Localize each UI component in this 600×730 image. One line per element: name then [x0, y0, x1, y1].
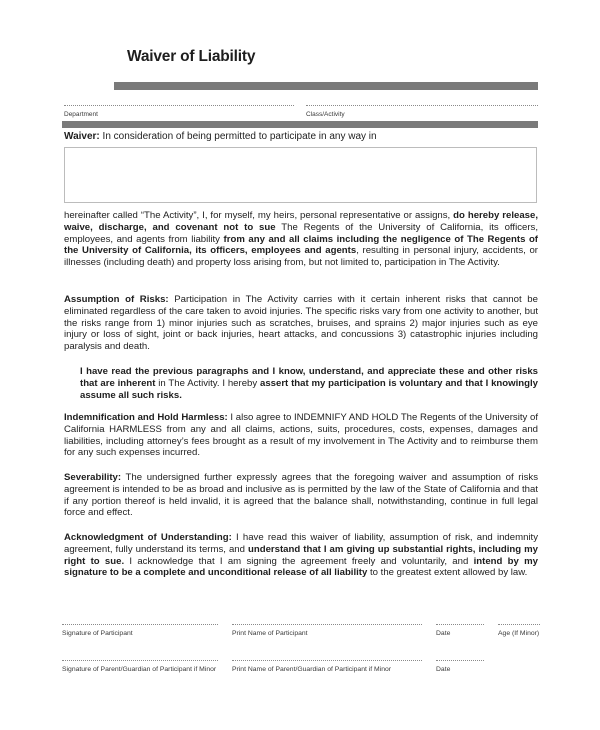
participant-print-name-caption: Print Name of Participant	[232, 630, 308, 637]
guardian-signature-line[interactable]	[62, 660, 218, 661]
class-activity-field-line[interactable]	[306, 105, 538, 106]
paragraph-text-run: I have read the previous paragraphs and I know, understand, and appreciate these and other risks that are inherent	[80, 366, 538, 389]
release-paragraph	[64, 210, 538, 269]
assumption-of-risks-paragraph	[64, 294, 538, 353]
paragraph-text-run: intend by my signature to be a complete and unconditional release of all liability	[64, 555, 538, 579]
guardian-print-name-line[interactable]	[232, 660, 422, 661]
participant-date-caption: Date	[436, 630, 451, 637]
paragraph-text-run: Acknowledgment of Understanding:	[64, 532, 232, 543]
guardian-date-line[interactable]	[436, 660, 484, 661]
paragraph-text-run: Assumption of Risks:	[64, 294, 169, 305]
title-divider-bar	[114, 82, 538, 90]
department-caption: Department	[64, 111, 98, 118]
paragraph-text-run: understand that I am giving up substantial rights, including my right to sue.	[64, 543, 538, 567]
paragraph-text-run: I acknowledge that I am signing the agreement freely and voluntarily, and	[124, 555, 474, 567]
paragraph-text-run: do hereby release, waive, discharge, and covenant not to sue	[64, 210, 538, 233]
activity-description-box[interactable]	[64, 147, 537, 203]
waiver-label: Waiver:	[64, 131, 100, 142]
paragraph-text-run: to the greatest extent allowed by law.	[367, 567, 528, 579]
paragraph-text-run: hereinafter called “The Activity”, I, for myself, my heirs, personal representative or assigns,	[64, 210, 454, 221]
paragraph-text-run: The Regents of the University of California, its officers, employees, and agents from liability	[64, 221, 538, 245]
guardian-print-name-caption: Print Name of Parent/Guardian of Participant if Minor	[232, 666, 392, 673]
indemnification-paragraph	[64, 412, 538, 459]
paragraph-text-run: Participation in The Activity carries with it certain inherent risks that cannot be eliminated regardless of the care taken to avoid injuries. The specific risks vary from one activity to another, but the risks range from 1) minor injuries such as scratches, bruises, and sprains 2) major injuries such as eye injury or loss of sight, joint or back injuries, heart attacks, and concussions 3) catastrophic injuries including paralysis and death.	[64, 294, 538, 353]
participant-signature-caption: Signature of Participant	[62, 630, 133, 637]
participant-print-name-line[interactable]	[232, 624, 422, 625]
class-activity-caption: Class/Activity	[306, 111, 345, 118]
participant-signature-line[interactable]	[62, 624, 218, 625]
paragraph-text-run: in The Activity. I hereby	[155, 377, 260, 389]
participant-date-line[interactable]	[436, 624, 484, 625]
section-divider-bar	[62, 121, 538, 128]
waiver-intro	[64, 131, 377, 142]
paragraph-text-run: The undersigned further expressly agrees that the foregoing waiver and assumption of risks agreement is intended to be as broad and inclusive as is permitted by the law of the State of California and that if any portion thereof is held invalid, it is agreed that the balance shall, notwithstanding, continue in full legal force and effect.	[64, 472, 538, 519]
acknowledgment-of-understanding-paragraph	[64, 532, 538, 579]
guardian-signature-caption: Signature of Parent/Guardian of Participant if Minor	[62, 666, 217, 673]
participant-age-caption: Age (If Minor)	[498, 630, 540, 637]
acknowledge-risks-paragraph	[80, 366, 538, 401]
paragraph-text-run: Severability:	[64, 472, 122, 483]
paragraph-text-run: from any and all claims including the negligence of The Regents of the University of California, its officers, employees and agents	[64, 233, 538, 257]
severability-paragraph	[64, 472, 538, 519]
document-title: Waiver of Liability	[127, 48, 256, 65]
participant-age-line[interactable]	[498, 624, 540, 625]
department-field-line[interactable]	[64, 105, 294, 106]
paragraph-text-run: Indemnification and Hold Harmless:	[64, 412, 228, 423]
paragraph-text-run: I also agree to INDEMNIFY AND HOLD The Regents of the University of California HARMLESS from any and all claims, actions, suits, procedures, costs, expenses, damages and liabilities, including attorney’s fees brought as a result of my involvement in The Activity and to reimburse them for any such expenses incurred.	[64, 412, 538, 459]
paragraph-text-run: , resulting in personal injury, accidents, or illnesses (including death) and property loss arising from, but not limited to, participation in The Activity.	[64, 245, 538, 269]
paragraph-text-run: assert that my participation is voluntary and that I knowingly assume all such risks.	[80, 377, 538, 401]
waiver-intro-text: In consideration of being permitted to participate in any way in	[102, 131, 377, 142]
guardian-date-caption: Date	[436, 666, 451, 673]
paragraph-text-run: I have read this waiver of liability, assumption of risk, and indemnity agreement, fully understand its terms, and	[64, 532, 539, 555]
